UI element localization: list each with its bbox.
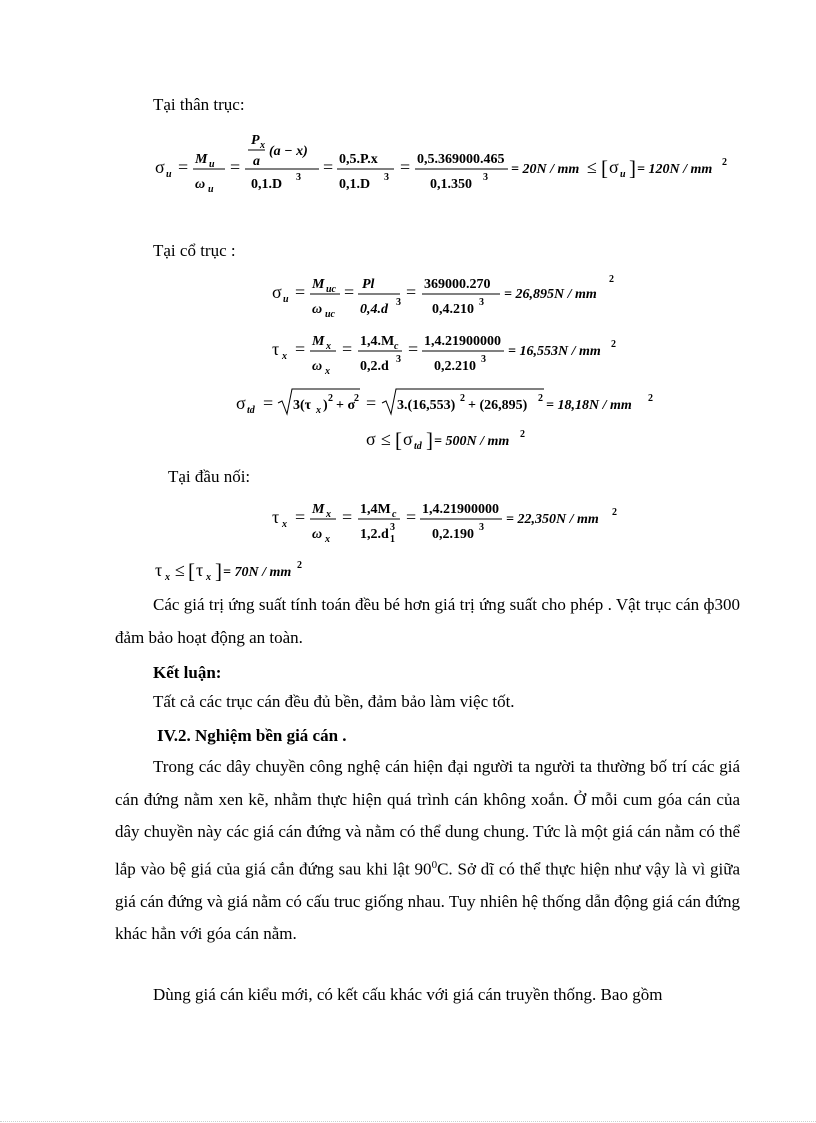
svg-text:[: [ (601, 156, 608, 180)
svg-text:uc: uc (326, 284, 336, 295)
eq1-sigma-sub: u (166, 169, 172, 180)
svg-text:3: 3 (390, 522, 395, 533)
svg-text:u: u (283, 294, 289, 305)
svg-text:2: 2 (354, 393, 359, 404)
svg-text:x: x (326, 509, 331, 520)
eq1-sigma: σ (155, 157, 165, 177)
svg-text:2: 2 (538, 393, 543, 404)
svg-text:3: 3 (384, 172, 389, 183)
svg-text:+ σ: + σ (336, 398, 356, 413)
svg-text:0,1.350: 0,1.350 (430, 177, 472, 192)
svg-text:=: = (344, 282, 355, 302)
svg-text:x: x (260, 140, 265, 151)
svg-text:x: x (165, 572, 170, 583)
svg-text:3: 3 (396, 354, 401, 365)
svg-text:[: [ (188, 559, 195, 583)
svg-text:3: 3 (479, 297, 484, 308)
svg-text:=: = (406, 282, 417, 302)
svg-text:τ: τ (196, 560, 204, 580)
svg-text:=: = (342, 339, 353, 359)
svg-text:0,1.D: 0,1.D (339, 177, 371, 192)
svg-text:3: 3 (481, 354, 486, 365)
svg-text:1: 1 (390, 534, 395, 545)
svg-text:ω: ω (312, 359, 323, 374)
svg-text:(a − x): (a − x) (269, 144, 308, 159)
svg-text:≤: ≤ (175, 560, 185, 580)
svg-text:=: = (408, 339, 419, 359)
svg-text:]: ] (426, 428, 433, 452)
svg-text:3: 3 (296, 172, 301, 183)
heading-ket-luan: Kết luận: (153, 663, 222, 682)
equation-shear-stress-coupling (272, 495, 632, 545)
svg-text:2: 2 (648, 393, 653, 404)
svg-text:=: = (406, 507, 417, 527)
svg-text:2: 2 (612, 507, 617, 518)
svg-text:=: = (263, 393, 274, 413)
svg-text:=: = (342, 507, 353, 527)
svg-text:2: 2 (460, 393, 465, 404)
svg-text:τ: τ (272, 339, 280, 359)
svg-text:2: 2 (611, 339, 616, 350)
svg-text:3(τ: 3(τ (293, 398, 312, 413)
eq1-result-2: = 120N / mm (637, 162, 713, 177)
svg-text:σ: σ (272, 282, 282, 302)
svg-text:]: ] (629, 156, 636, 180)
svg-text:]: ] (215, 559, 222, 583)
svg-text:1,4M: 1,4M (360, 502, 391, 517)
svg-text:=: = (400, 157, 411, 177)
svg-text:M: M (312, 502, 325, 517)
eq6-result: = 22,350N / mm (506, 512, 599, 527)
heading-than-truc: Tại thân trục: (153, 95, 245, 114)
svg-text:x: x (316, 405, 321, 416)
svg-text:3.(16,553): 3.(16,553) (397, 398, 456, 413)
svg-text:3: 3 (479, 522, 484, 533)
svg-text:1,4.21900000: 1,4.21900000 (424, 334, 501, 349)
heading-dau-noi: Tại đầu nối: (168, 467, 251, 486)
svg-text:τ: τ (155, 560, 163, 580)
svg-text:): ) (323, 398, 328, 413)
svg-text:P: P (251, 133, 260, 148)
svg-text:σ: σ (366, 429, 376, 449)
svg-text:=: = (178, 157, 189, 177)
svg-text:0,2.190: 0,2.190 (432, 527, 474, 542)
svg-text:x: x (325, 534, 330, 545)
svg-text:c: c (394, 341, 399, 352)
svg-text:1,4.M: 1,4.M (360, 334, 395, 349)
svg-text:2: 2 (609, 274, 614, 285)
svg-text:=: = (295, 339, 306, 359)
svg-text:u: u (208, 184, 214, 195)
svg-text:u: u (620, 169, 626, 180)
eq1-den-omega: ω (195, 177, 206, 192)
eq4-result: = 18,18N / mm (546, 398, 632, 413)
equation-bending-stress-journal (272, 270, 632, 320)
heading-co-truc: Tại cổ trục : (153, 241, 236, 260)
svg-text:=: = (230, 157, 241, 177)
svg-text:0,4.210: 0,4.210 (432, 302, 474, 317)
svg-text:1,2.d: 1,2.d (360, 527, 389, 542)
svg-text:=: = (295, 282, 306, 302)
svg-text:0,2.d: 0,2.d (360, 359, 389, 374)
svg-text:369000.270: 369000.270 (424, 277, 491, 292)
svg-text:≤: ≤ (381, 429, 391, 449)
equation-bending-stress-shaft-body (155, 128, 745, 203)
equation-allowable-equivalent (366, 425, 536, 455)
svg-text:2: 2 (722, 157, 727, 168)
svg-text:=: = (366, 393, 377, 413)
eq1-num-2: 0,5.P.x (339, 152, 378, 167)
svg-text:u: u (209, 159, 215, 170)
svg-text:≤: ≤ (587, 157, 597, 177)
svg-text:τ: τ (272, 507, 280, 527)
svg-text:2: 2 (328, 393, 333, 404)
svg-text:3: 3 (483, 172, 488, 183)
svg-text:+ (26,895): + (26,895) (468, 398, 528, 413)
svg-text:M: M (312, 277, 325, 292)
svg-text:td: td (414, 441, 422, 452)
svg-text:x: x (282, 519, 287, 530)
svg-text:= 70N / mm: = 70N / mm (223, 565, 292, 580)
svg-text:σ: σ (609, 157, 619, 177)
svg-text:0,2.210: 0,2.210 (434, 359, 476, 374)
eq1-num-M: M (195, 152, 208, 167)
svg-text:ω: ω (312, 527, 323, 542)
paragraph-rolling-stands: Trong các dây chuyền công nghệ cán hiện đại người ta người ta thường bố trí các giá cán đứng nằm xen kẽ, nhằm thực hiện quá trình cán không xoắn. Ở mỗi cum góa cán của dây chuyền này các giá cán đứng và nằm có thể dung chung. Tức là một giá cán nằm có thể lắp vào bệ giá của giá cắn đứng sau khi lật $90^0C$. Sở dĩ có thể thực hiện như vậy là vì giữa giá cán đứng và giá nằm có cấu truc giống nhau. Tuy nhiên hệ thống dẫn động giá cán đứng khác hẳn với góa cán nằm. (115, 757, 740, 944)
svg-text:uc: uc (325, 309, 335, 320)
svg-text:ω: ω (312, 302, 323, 317)
svg-text:a: a (253, 154, 260, 169)
svg-text:x: x (326, 341, 331, 352)
svg-text:=: = (323, 157, 334, 177)
equation-equivalent-stress (236, 385, 666, 419)
paragraph-new-stand: Dùng giá cán kiểu mới, có kết cấu khác với giá cán truyền thống. Bao gồm (153, 985, 663, 1004)
svg-text:x: x (325, 366, 330, 377)
svg-text:0,1.D: 0,1.D (251, 177, 283, 192)
svg-text:0,4.d: 0,4.d (360, 302, 388, 317)
eq1-num-3: 0,5.369000.465 (417, 152, 505, 167)
svg-text:=: = (295, 507, 306, 527)
svg-text:x: x (206, 572, 211, 583)
svg-text:td: td (247, 405, 255, 416)
paragraph-stress-check: Các giá trị ứng suất tính toán đều bé hơn giá trị ứng suất cho phép . Vật trục cán ф300 đảm bảo hoạt động an toàn. (115, 595, 740, 647)
svg-text:c: c (392, 509, 397, 520)
section-heading: IV.2. Nghiệm bền giá cán . (157, 726, 347, 745)
page-bottom-border (0, 1121, 816, 1122)
svg-text:3: 3 (396, 297, 401, 308)
equation-shear-stress-journal (272, 327, 632, 377)
svg-text:1,4.21900000: 1,4.21900000 (422, 502, 499, 517)
svg-text:= 500N / mm: = 500N / mm (434, 434, 510, 449)
svg-text:M: M (312, 334, 325, 349)
eq2-result: = 26,895N / mm (504, 287, 597, 302)
eq3-result: = 16,553N / mm (508, 344, 601, 359)
svg-text:σ: σ (403, 429, 413, 449)
equation-allowable-shear (155, 558, 315, 586)
eq1-result-1: = 20N / mm (511, 162, 580, 177)
svg-text:2: 2 (520, 429, 525, 440)
svg-text:Pl: Pl (362, 277, 375, 292)
svg-text:2: 2 (297, 560, 302, 571)
svg-text:[: [ (395, 428, 402, 452)
svg-text:x: x (282, 351, 287, 362)
paragraph-conclusion: Tất cả các trục cán đều đủ bền, đảm bảo làm việc tốt. (153, 692, 515, 711)
svg-text:σ: σ (236, 393, 246, 413)
